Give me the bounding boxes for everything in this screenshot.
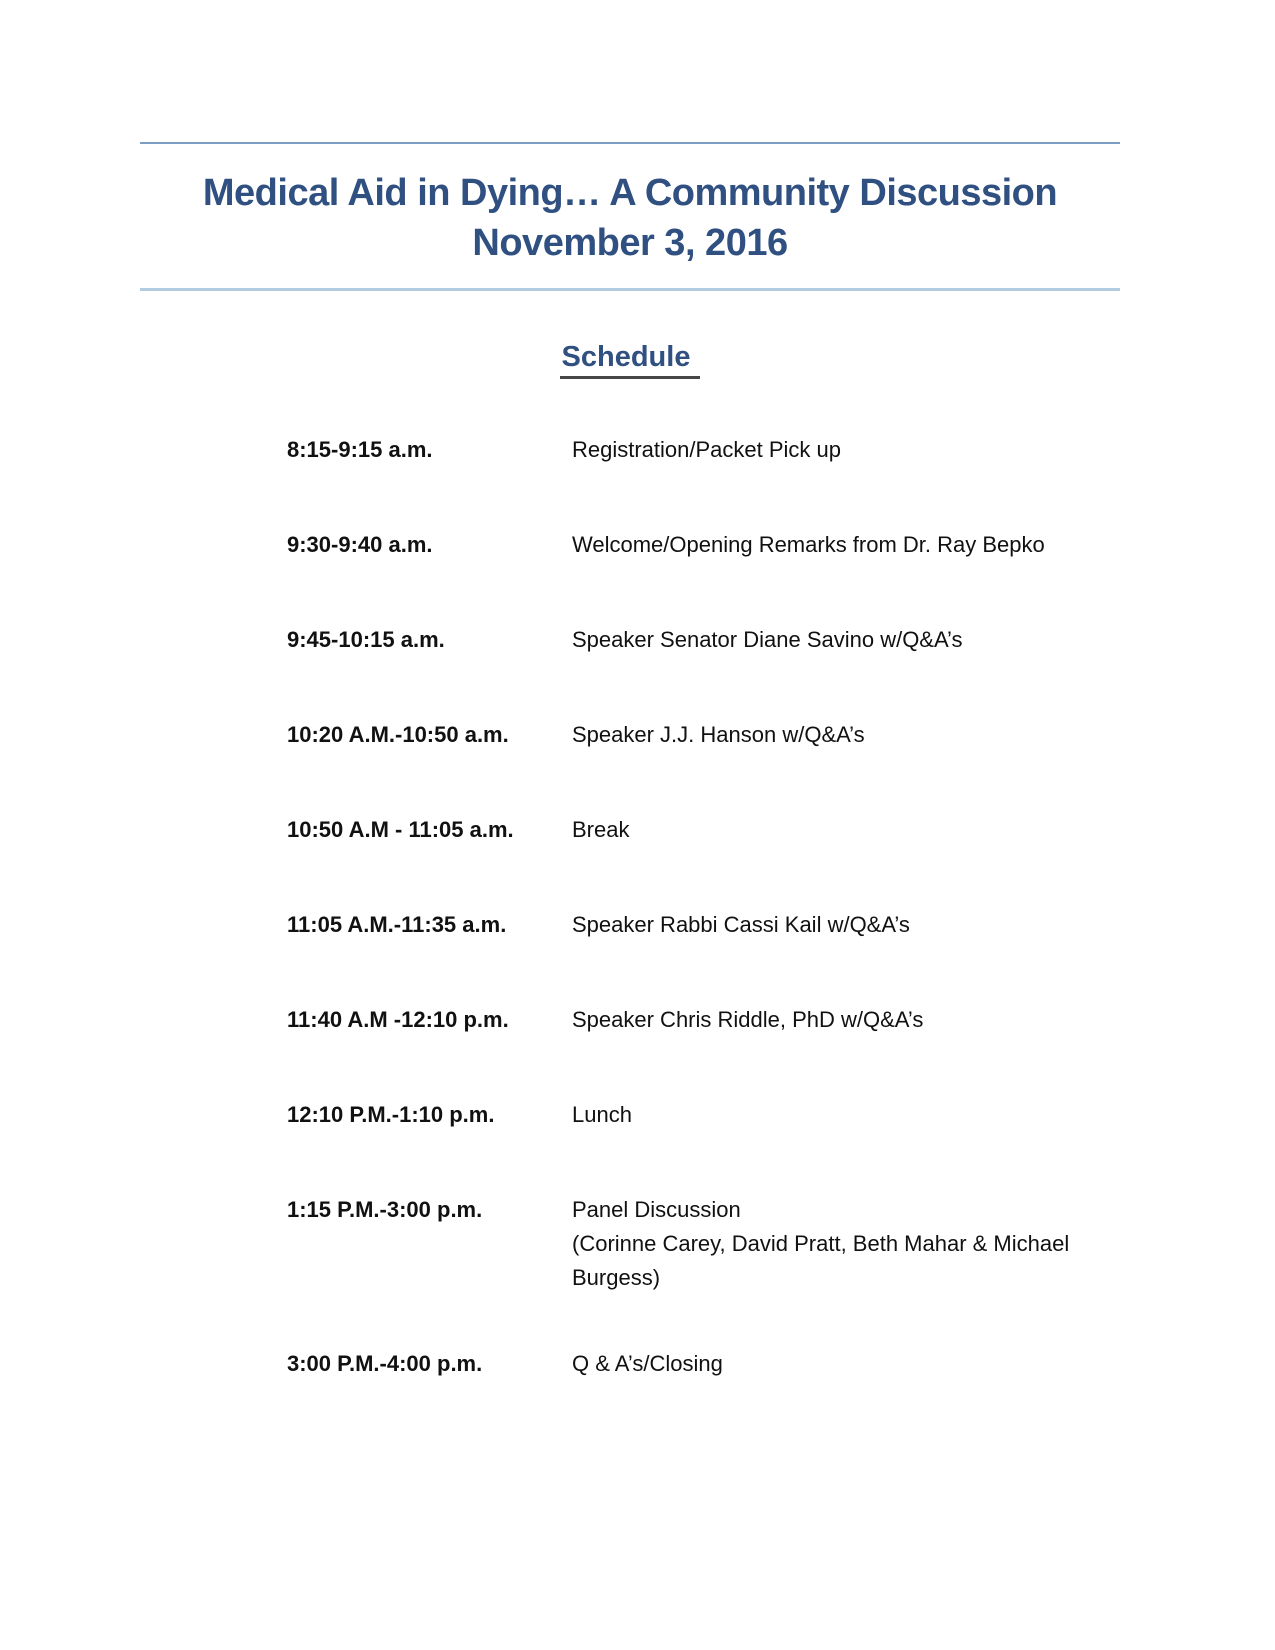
schedule-description: Speaker Chris Riddle, PhD w/Q&A’s bbox=[572, 1007, 924, 1032]
schedule-row bbox=[287, 1193, 1120, 1295]
schedule-row bbox=[287, 813, 1120, 847]
schedule-description: Welcome/Opening Remarks from Dr. Ray Bepko bbox=[572, 532, 1045, 557]
schedule-row bbox=[287, 1347, 1120, 1381]
document-date: November 3, 2016 bbox=[472, 222, 788, 264]
schedule-time: 3:00 P.M.-4:00 p.m. bbox=[287, 1351, 483, 1376]
title-block bbox=[140, 152, 1120, 288]
schedule-description: Speaker Senator Diane Savino w/Q&A’s bbox=[572, 627, 963, 652]
schedule-row bbox=[287, 1098, 1120, 1132]
schedule-row bbox=[287, 1003, 1120, 1037]
top-divider-line bbox=[140, 142, 1120, 144]
schedule-time: 8:15-9:15 a.m. bbox=[287, 437, 433, 462]
schedule-description: Break bbox=[572, 817, 630, 842]
schedule-description-line1: Panel Discussion bbox=[572, 1197, 741, 1222]
schedule-description: Speaker Rabbi Cassi Kail w/Q&A’s bbox=[572, 912, 910, 937]
schedule-time: 9:45-10:15 a.m. bbox=[287, 627, 445, 652]
schedule-time: 9:30-9:40 a.m. bbox=[287, 532, 433, 557]
schedule-row bbox=[287, 718, 1120, 752]
schedule-row bbox=[287, 433, 1120, 467]
schedule-row bbox=[287, 623, 1120, 657]
bottom-divider-line bbox=[140, 288, 1120, 291]
schedule-row bbox=[287, 528, 1120, 562]
schedule-time: 11:40 A.M -12:10 p.m. bbox=[287, 1007, 509, 1032]
schedule-time: 1:15 P.M.-3:00 p.m. bbox=[287, 1197, 483, 1222]
schedule-description-line2: (Corinne Carey, David Pratt, Beth Mahar & Michael Burgess) bbox=[572, 1231, 1070, 1290]
schedule-time: 10:20 A.M.-10:50 a.m. bbox=[287, 722, 509, 747]
schedule-time: 10:50 A.M - 11:05 a.m. bbox=[287, 817, 514, 842]
schedule-list bbox=[287, 433, 1120, 1381]
schedule-description: Lunch bbox=[572, 1102, 632, 1127]
schedule-time: 12:10 P.M.-1:10 p.m. bbox=[287, 1102, 495, 1127]
schedule-description: Registration/Packet Pick up bbox=[572, 437, 842, 462]
document-content bbox=[140, 142, 1120, 1381]
schedule-heading: Schedule bbox=[560, 341, 701, 379]
schedule-description bbox=[572, 1193, 1120, 1295]
section-heading-wrap bbox=[140, 341, 1120, 379]
schedule-time: 11:05 A.M.-11:35 a.m. bbox=[287, 912, 507, 937]
document-title: Medical Aid in Dying… A Community Discussion bbox=[202, 172, 1058, 214]
schedule-description: Q & A’s/Closing bbox=[572, 1351, 723, 1376]
schedule-description: Speaker J.J. Hanson w/Q&A’s bbox=[572, 722, 865, 747]
schedule-row bbox=[287, 908, 1120, 942]
